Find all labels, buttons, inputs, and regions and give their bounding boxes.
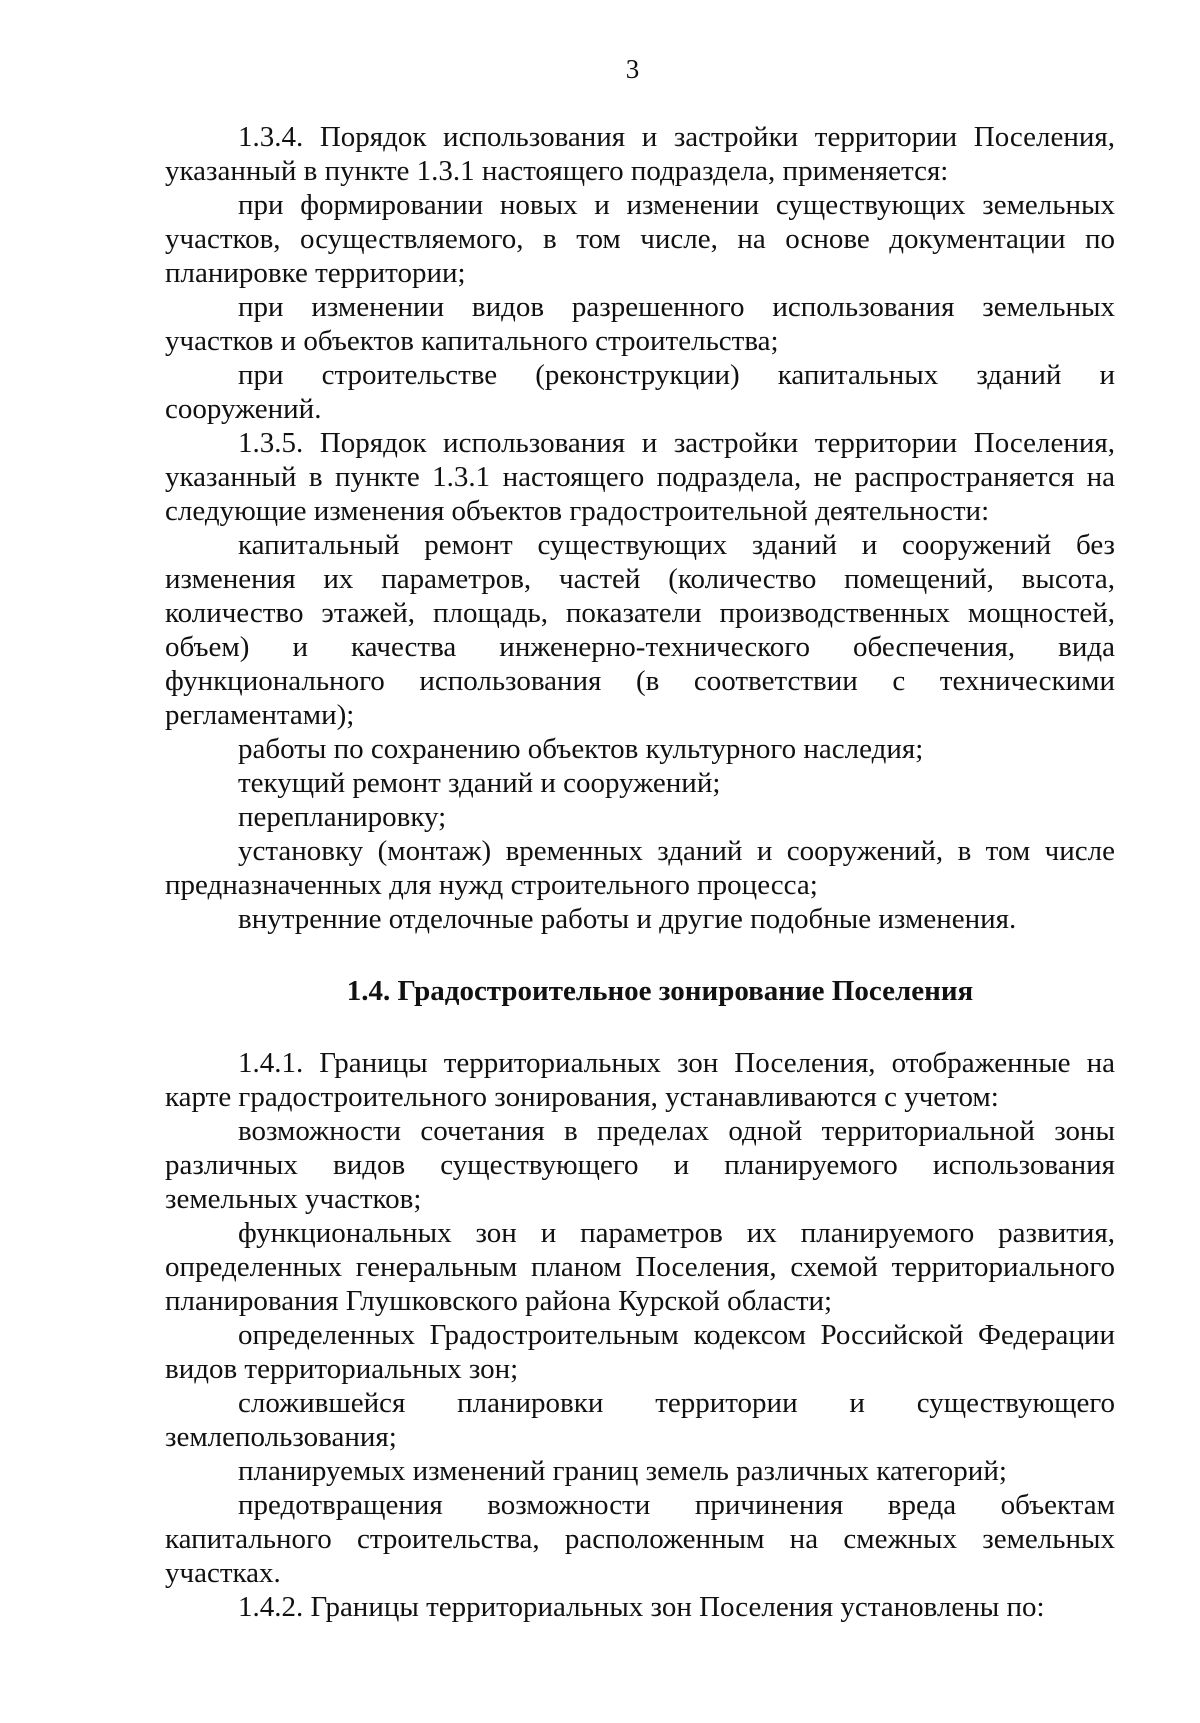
list-item: текущий ремонт зданий и сооружений;	[238, 767, 721, 799]
list-item: при изменении видов разрешенного использования земельных участков и объектов капитального строительства;	[165, 291, 1115, 357]
list-item: внутренние отделочные работы и другие подобные изменения.	[238, 903, 1017, 935]
list-item: работы по сохранению объектов культурного наследия;	[238, 733, 924, 765]
list-item: капитальный ремонт существующих зданий и сооружений без изменения их параметров, частей (количество помещений, высота, количество этажей, площадь, показатели производственных мощностей, объем) и качества инженерно-технического обеспечения, вида функционального использования (в соответствии с техническими регламентами);	[165, 529, 1115, 731]
list-item: перепланировку;	[238, 801, 447, 833]
page-number: 3	[625, 54, 640, 84]
document-body	[165, 120, 1115, 1624]
list-item: функциональных зон и параметров их планируемого развития, определенных генеральным планом Поселения, схемой территориального планирования Глушковского района Курской области;	[165, 1217, 1115, 1317]
list-item: установку (монтаж) временных зданий и сооружений, в том числе предназначенных для нужд строительного процесса;	[165, 835, 1115, 901]
section-heading: 1.4. Градостроительное зонирование Поселения	[346, 975, 974, 1007]
paragraph-1-4-2: 1.4.2. Границы территориальных зон Поселения установлены по:	[238, 1591, 1045, 1623]
list-item: сложившейся планировки территории и существующего землепользования;	[165, 1387, 1115, 1453]
paragraph-1-3-4: 1.3.4. Порядок использования и застройки территории Поселения, указанный в пункте 1.3.1 настоящего подраздела, применяется:	[165, 121, 1115, 187]
list-item: при строительстве (реконструкции) капитальных зданий и сооружений.	[165, 359, 1115, 425]
list-item: возможности сочетания в пределах одной территориальной зоны различных видов существующего и планируемого использования земельных участков;	[165, 1115, 1115, 1215]
paragraph-1-4-1: 1.4.1. Границы территориальных зон Поселения, отображенные на карте градостроительного зонирования, устанавливаются с учетом:	[165, 1047, 1115, 1113]
list-item: предотвращения возможности причинения вреда объектам капитального строительства, расположенным на смежных земельных участках.	[165, 1489, 1115, 1589]
list-item: планируемых изменений границ земель различных категорий;	[238, 1455, 1007, 1487]
paragraph-1-3-5: 1.3.5. Порядок использования и застройки территории Поселения, указанный в пункте 1.3.1 настоящего подраздела, не распространяется на следующие изменения объектов градостроительной деятельности:	[165, 427, 1115, 527]
list-item: при формировании новых и изменении существующих земельных участков, осуществляемого, в том числе, на основе документации по планировке территории;	[165, 189, 1115, 289]
list-item: определенных Градостроительным кодексом Российской Федерации видов территориальных зон;	[165, 1319, 1115, 1385]
